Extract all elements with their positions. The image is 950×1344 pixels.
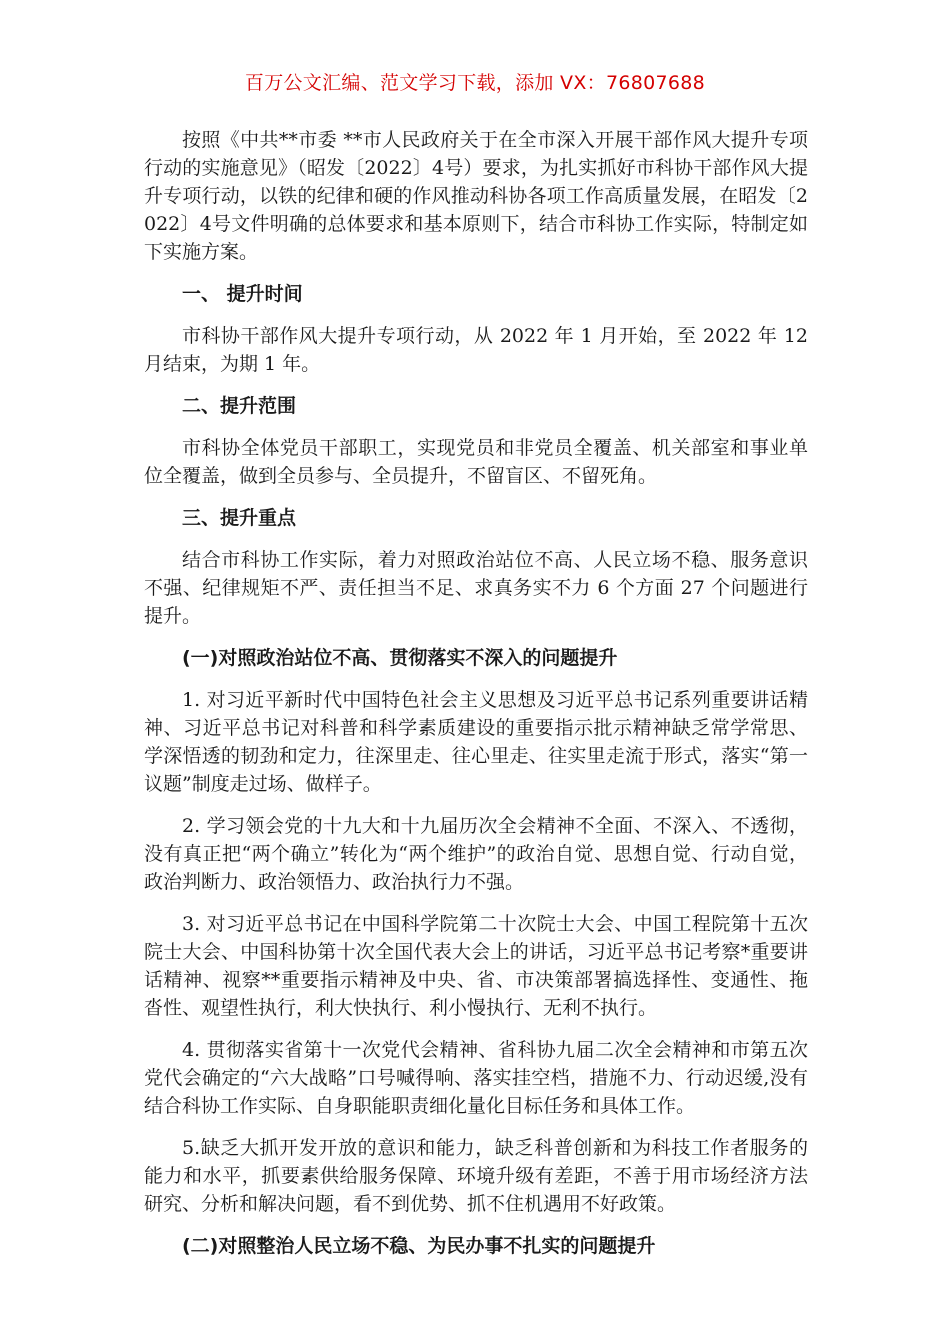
document-body xyxy=(144,126,808,1274)
section-paragraph-time: 市科协干部作风大提升专项行动，从 2022 年 1 月开始，至 2022 年 12 月结束，为期 1 年。 xyxy=(144,325,808,375)
section-paragraph-focus: 结合市科协工作实际，着力对照政治站位不高、人民立场不稳、服务意识不强、纪律规矩不严、责任担当不足、求真务实不力 6 个方面 27 个问题进行提升。 xyxy=(144,549,808,627)
list-item-3: 3. 对习近平总书记在中国科学院第二十次院士大会、中国工程院第十五次院士大会、中国科协第十次全国代表大会上的讲话，习近平总书记考察*重要讲话精神、视察**重要指示精神及中央、省、市决策部署搞选择性、变通性、拖沓性、观望性执行，利大快执行、利小慢执行、无利不执行。 xyxy=(144,913,808,1019)
section-paragraph-scope: 市科协全体党员干部职工，实现党员和非党员全覆盖、机关部室和事业单位全覆盖，做到全员参与、全员提升，不留盲区、不留死角。 xyxy=(144,437,808,487)
section-heading-focus: 三、提升重点 xyxy=(182,507,297,529)
list-item-2: 2. 学习领会党的十九大和十九届历次全会精神不全面、不深入、不透彻，没有真正把“两个确立”转化为“两个维护”的政治自觉、思想自觉、行动自觉，政治判断力、政治领悟力、政治执行力不强。 xyxy=(144,815,808,893)
section-heading-scope: 二、提升范围 xyxy=(182,395,297,417)
intro-paragraph: 按照《中共**市委 **市人民政府关于在全市深入开展干部作风大提升专项行动的实施意见》（昭发〔2022〕4号）要求，为扎实抓好市科协干部作风大提升专项行动，以铁的纪律和硬的作风推动科协各项工作高质量发展，在昭发〔2022〕4号文件明确的总体要求和基本原则下，结合市科协工作实际，特制定如下实施方案。 xyxy=(144,129,808,263)
list-item-1: 1. 对习近平新时代中国特色社会主义思想及习近平总书记系列重要讲话精神、习近平总书记对科普和科学素质建设的重要指示批示精神缺乏常学常思、学深悟透的韧劲和定力，往深里走、往心里走、往实里走流于形式，落实“第一议题”制度走过场、做样子。 xyxy=(144,689,808,795)
list-item-5: 5.缺乏大抓开发开放的意识和能力，缺乏科普创新和为科技工作者服务的能力和水平，抓要素供给服务保障、环境升级有差距，不善于用市场经济方法研究、分析和解决问题，看不到优势、抓不住机遇用不好政策。 xyxy=(144,1137,808,1215)
subsection-heading-1: (一)对照政治站位不高、贯彻落实不深入的问题提升 xyxy=(182,647,618,669)
section-heading-time: 一、 提升时间 xyxy=(182,283,303,305)
header-banner: 百万公文汇编、范文学习下载，添加 VX：76807688 xyxy=(244,72,706,94)
list-item-4: 4. 贯彻落实省第十一次党代会精神、省科协九届二次全会精神和市第五次党代会确定的“六大战略”口号喊得响、落实挂空档，措施不力、行动迟缓,没有结合科协工作实际、自身职能职责细化量化目标任务和具体工作。 xyxy=(144,1039,808,1117)
subsection-heading-2: (二)对照整治人民立场不稳、为民办事不扎实的问题提升 xyxy=(182,1235,656,1257)
